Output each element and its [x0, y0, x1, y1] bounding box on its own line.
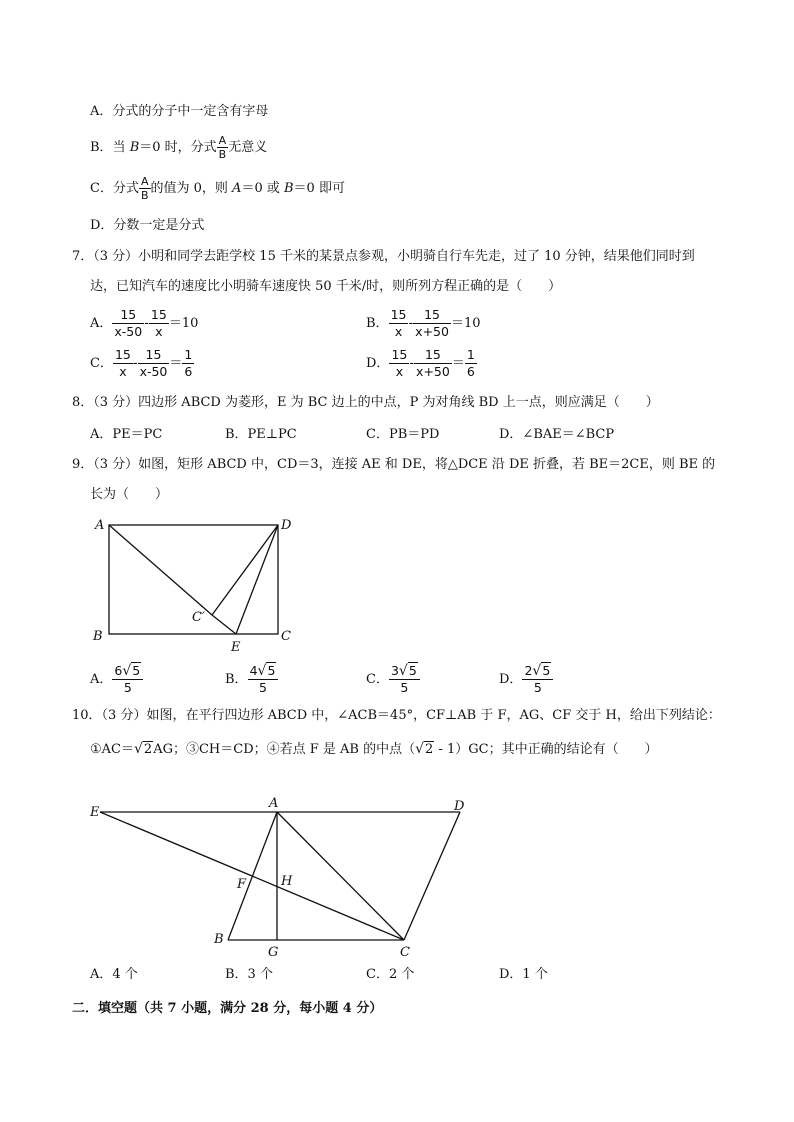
section-2-title: 二．填空题（共 7 小题，满分 28 分，每小题 4 分） [72, 1001, 383, 1016]
q9-rectangle-figure [88, 512, 308, 658]
q10-stem-line2: ①AC＝√2AG；③CH＝CD；④若点 F 是 AB 的中点（√2 - 1）GC；其中正确的结论有（ ） [90, 741, 658, 757]
segment-de [236, 525, 278, 634]
fraction: $\frac{4√5}{5}$ [248, 664, 279, 695]
segment-cd [404, 812, 460, 940]
q8-option-c: C．PB＝PD [366, 427, 440, 442]
fraction: $\frac{2√5}{5}$ [522, 664, 553, 695]
label-f: F [237, 877, 247, 892]
fraction: $\frac{6√5}{5}$ [112, 664, 143, 695]
fraction: $\frac{15}{x+50}$ [415, 307, 449, 339]
q6-option-a: A．分式的分子中一定含有字母 [90, 104, 269, 119]
q9-option-d: D． $\frac{2√5}{5}$ [499, 662, 553, 698]
q6-option-b: B．当 B＝0 时，分式 $\frac{A}{B}$ 无意义 [90, 134, 268, 161]
label-a: A [95, 518, 105, 533]
q7-stem-line1: 7．（3 分）小明和同学去距学校 15 千米的某景点参观，小明骑自行车先走，过了 10 分钟，结果他们同时到 [72, 249, 695, 264]
q8-option-b: B．PE⊥PC [225, 427, 297, 442]
q7-option-d: D． $\frac{15}{x}$ - $\frac{15}{x+50}$ ＝ $\frac{1}{6}$ [366, 347, 475, 379]
q7-option-c: C． $\frac{15}{x}$ - $\frac{15}{x-50}$ ＝ $\frac{1}{6}$ [90, 347, 193, 379]
q10-parallelogram-figure [80, 790, 480, 965]
fraction: $\frac{15}{x}$ [114, 347, 131, 379]
q10-option-c: C．2 个 [366, 967, 415, 982]
fraction: $\frac{15}{x}$ [150, 307, 167, 339]
q6-b-fraction: $\frac{A}{B}$ [218, 134, 227, 161]
fraction: $\frac{15}{x}$ [391, 347, 408, 379]
label-e: E [231, 640, 241, 655]
label-g: G [268, 945, 279, 960]
q8-option-d: D．∠BAE＝∠BCP [499, 427, 615, 442]
label-c: C [281, 629, 291, 644]
q9-option-a: A． $\frac{6√5}{5}$ [90, 662, 143, 698]
segment-ac [277, 812, 404, 940]
label-c: C [400, 945, 410, 960]
q10-option-b: B．3 个 [225, 967, 273, 982]
q9-option-c: C． $\frac{3√5}{5}$ [366, 662, 420, 698]
q8-stem: 8．（3 分）四边形 ABCD 为菱形，E 为 BC 边上的中点，P 为对角线 BD 上一点，则应满足（ ） [72, 395, 659, 410]
fraction: $\frac{1}{6}$ [184, 347, 193, 379]
label-d: D [454, 799, 465, 814]
segment-c-prime-e [212, 615, 236, 634]
label-a: A [269, 796, 279, 811]
fraction: $\frac{1}{6}$ [466, 347, 475, 379]
q6-option-c: C．分式 $\frac{A}{B}$ 的值为 0，则 A＝0 或 B＝0 即可 [90, 175, 345, 202]
q10-stem-line1: 10．（3 分）如图，在平行四边形 ABCD 中，∠ACB＝45°，CF⊥AB 于 F，AG、CF 交于 H，给出下列结论： [72, 708, 721, 723]
fraction: $\frac{15}{x}$ [390, 307, 407, 339]
q9-stem-line1: 9．（3 分）如图，矩形 ABCD 中，CD＝3，连接 AE 和 DE，将△DCE 沿 DE 折叠，若 BE＝2CE，则 BE 的 [72, 457, 716, 472]
label-d: D [281, 518, 292, 533]
label-e: E [90, 805, 100, 820]
q9-stem-line2: 长为（ ） [90, 487, 169, 502]
segment-dc-prime [212, 525, 278, 615]
fraction: $\frac{15}{x-50}$ [139, 347, 168, 379]
label-b: B [93, 629, 103, 644]
fraction: $\frac{15}{x+50}$ [416, 347, 450, 379]
q8-option-a: A．PE＝PC [90, 427, 163, 442]
label-b: B [214, 932, 224, 947]
segment-ac-prime [109, 525, 212, 615]
q6-c-fraction: $\frac{A}{B}$ [140, 175, 149, 202]
q7-stem-line2: 达，已知汽车的速度比小明骑车速度快 50 千米/时，则所列方程正确的是（ ） [90, 279, 562, 294]
segment-ec [100, 812, 404, 940]
label-h: H [281, 874, 293, 889]
q9-option-b: B． $\frac{4√5}{5}$ [225, 662, 278, 698]
q10-option-a: A．4 个 [90, 967, 138, 982]
fraction: $\frac{15}{x-50}$ [114, 307, 143, 339]
q7-option-b: B． $\frac{15}{x}$ - $\frac{15}{x+50}$ ＝10 [366, 307, 481, 339]
fraction: $\frac{3√5}{5}$ [389, 664, 420, 695]
q10-option-d: D．1 个 [499, 967, 548, 982]
q6-option-d: D．分数一定是分式 [90, 218, 205, 233]
label-c-prime: C′ [192, 610, 205, 625]
q7-option-a: A． $\frac{15}{x-50}$ - $\frac{15}{x}$ ＝10 [90, 307, 199, 339]
